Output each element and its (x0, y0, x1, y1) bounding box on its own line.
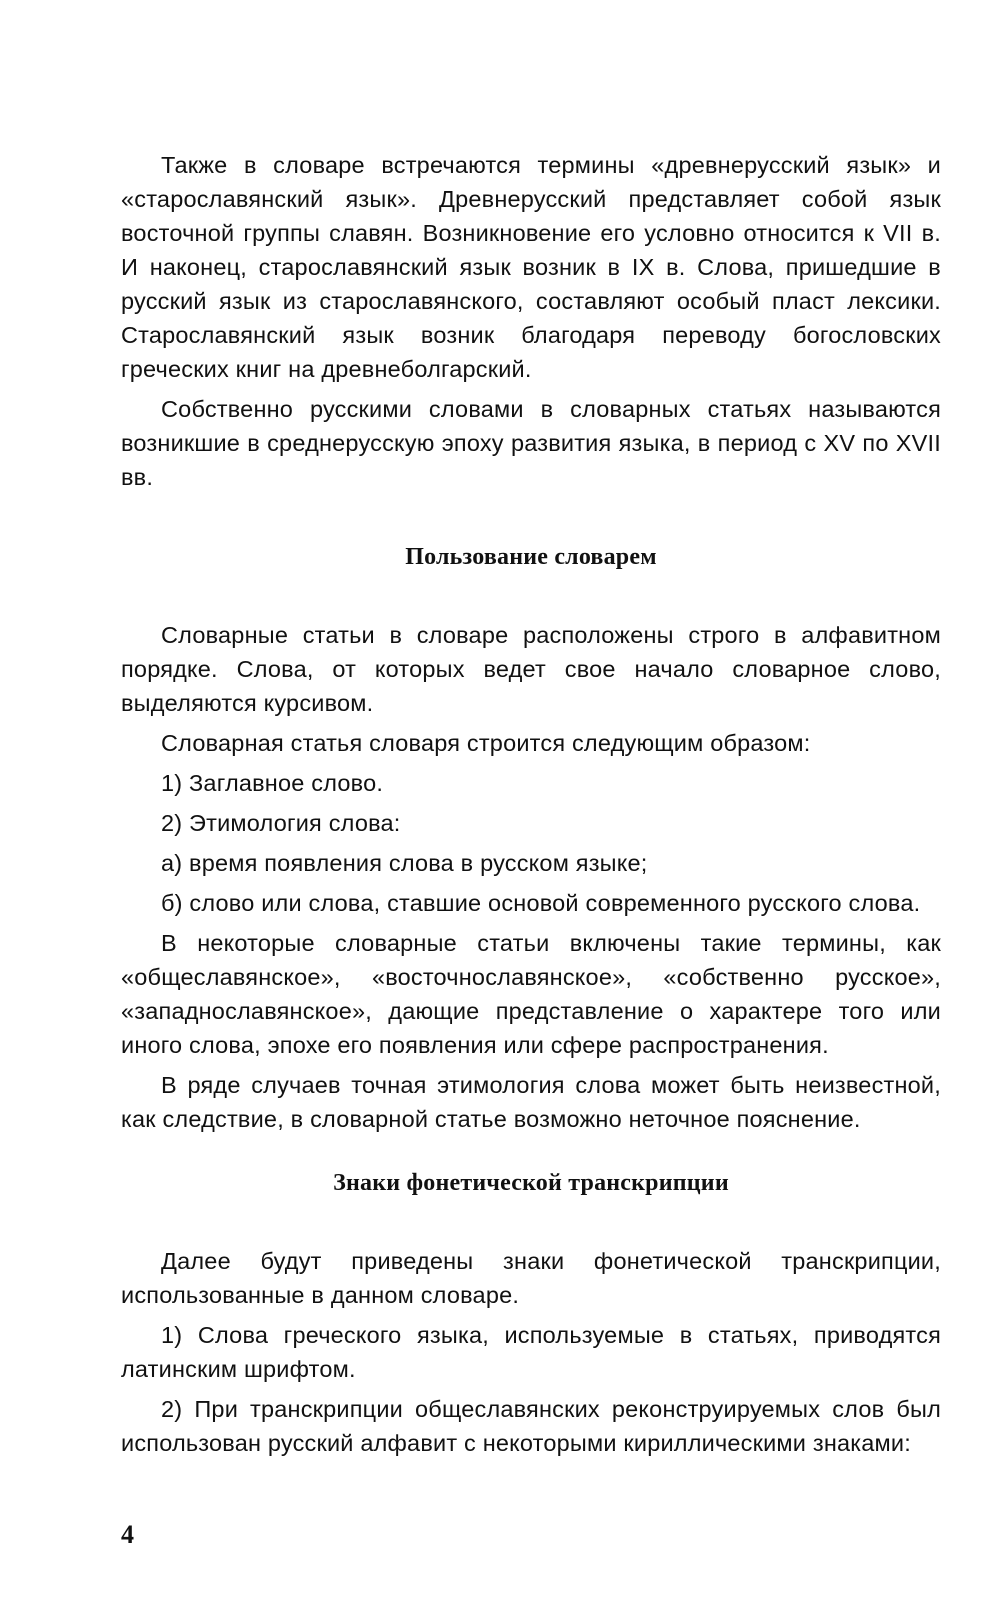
list-item: 1) Слова греческого языка, используемые в статьях, приводятся латинским шрифтом. (121, 1322, 941, 1382)
paragraph: Также в словаре встречаются термины «древнерусский язык» и «старославянский язык». Древнерусский представляет собой язык восточной группы славян. Возникновение его условно относится к VII в. И наконец, старославянский язык возник в IX в. Слова, пришедшие в русский язык из старославянского, составляют особый пласт лексики. Старославянский язык возник благодаря переводу богословских греческих книг на древнеболгарский. (121, 152, 941, 382)
section-heading-usage: Пользование словарем (405, 544, 657, 570)
section-heading-phonetics: Знаки фонетической транскрипции (333, 1170, 729, 1196)
paragraph: Далее будут приведены знаки фонетической транскрипции, использованные в данном словаре. (121, 1248, 941, 1308)
paragraph: В некоторые словарные статьи включены такие термины, как «общеславянское», «восточнославянское», «собственно русское», «западнославянское», дающие представление о характере того или иного слова, эпохе его появления или сфере распространения. (121, 930, 941, 1058)
paragraph: В ряде случаев точная этимология слова может быть неизвестной, как следствие, в словарной статье возможно неточное пояснение. (121, 1072, 941, 1132)
paragraph: Словарная статья словаря строится следующим образом: (161, 730, 811, 756)
paragraph: Словарные статьи в словаре расположены строго в алфавитном порядке. Слова, от которых ведет свое начало словарное слово, выделяются курсивом. (121, 622, 941, 716)
list-item: 1) Заглавное слово. (161, 770, 384, 796)
page-number: 4 (121, 1520, 134, 1549)
list-item: б) слово или слова, ставшие основой современного русского слова. (161, 890, 921, 916)
paragraph: Собственно русскими словами в словарных статьях называются возникшие в среднерусскую эпоху развития языка, в период с XV по XVII вв. (121, 396, 941, 490)
list-item: 2) При транскрипции общеславянских реконструируемых слов был использован русский алфавит с некоторыми кириллическими знаками: (121, 1396, 941, 1456)
list-item: а) время появления слова в русском языке; (161, 850, 648, 876)
list-item: 2) Этимология слова: (161, 810, 401, 836)
text-column (121, 148, 941, 1466)
